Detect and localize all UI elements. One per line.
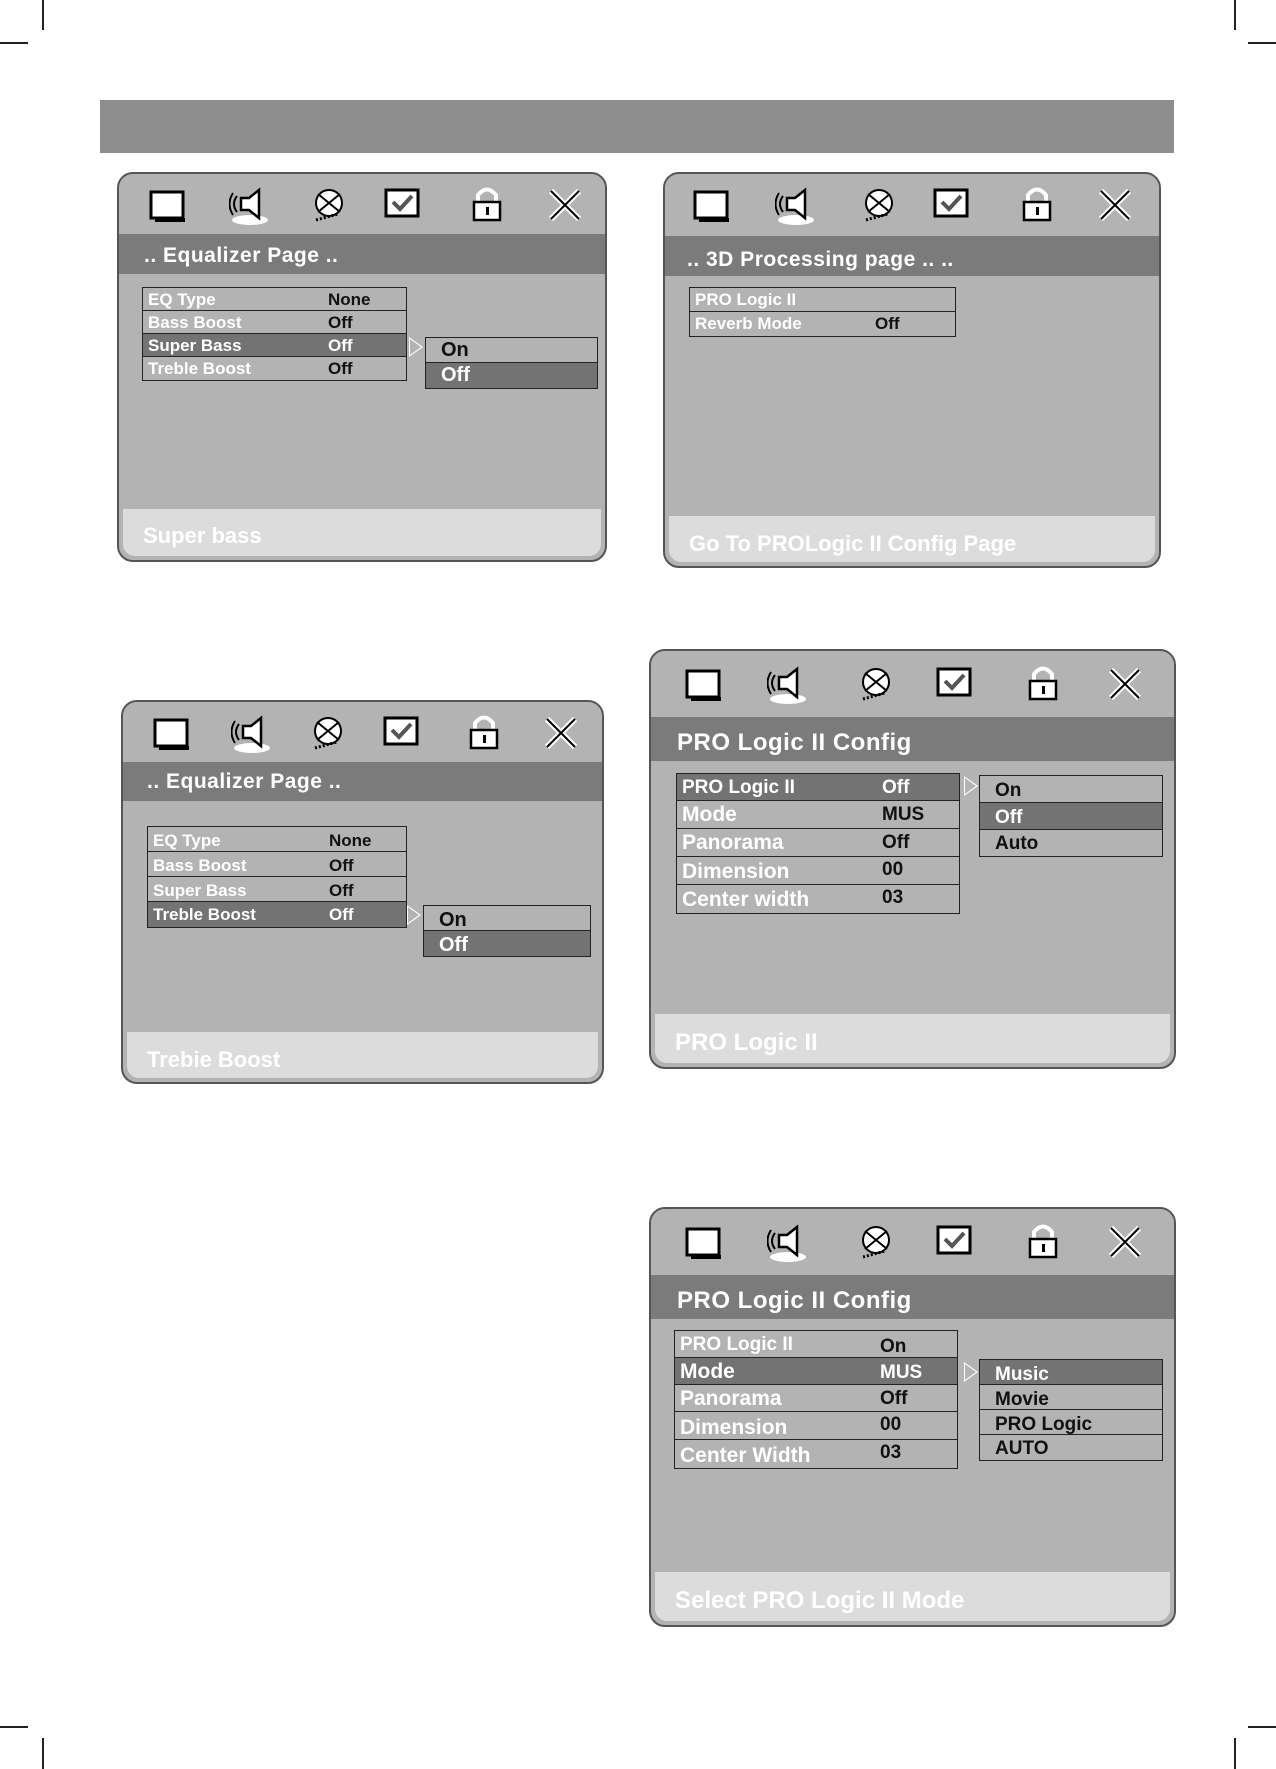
icon-toolbar [651,1209,1174,1273]
menu-row-mode[interactable] [675,1358,957,1385]
row-label: Treble Boost [153,905,256,924]
row-value: Off [328,313,353,332]
lock-icon[interactable] [466,184,508,226]
row-value: Off [328,336,353,355]
menu-row-panorama[interactable] [677,829,959,857]
speaker-icon[interactable] [767,663,809,705]
osd-3d-processing [663,172,1161,568]
menu-row-dimension[interactable] [677,857,959,885]
row-value: Off [875,314,900,333]
submenu-arrow-icon [407,905,421,925]
row-value: Off [329,881,354,900]
crop-mark [0,42,28,44]
speaker-icon[interactable] [231,712,273,754]
crop-mark [0,1726,28,1728]
menu-row-pro-logic-ii[interactable] [690,288,955,312]
checkmark-icon[interactable] [934,1221,976,1263]
status-bar: Go To PROLogic II Config Page [669,516,1155,562]
tv-screen-icon[interactable] [683,663,725,705]
close-icon[interactable] [540,712,582,754]
menu-row-treble-boost[interactable] [148,902,406,927]
menu-row-pro-logic-ii[interactable] [677,774,959,801]
checkmark-icon[interactable] [931,184,973,226]
status-bar: Trebie Boost [127,1032,598,1078]
option-movie[interactable]: Movie [980,1385,1162,1410]
row-value: 00 [880,1414,902,1435]
option-off[interactable]: Off [426,363,597,388]
crop-mark [42,1738,44,1769]
row-value: Off [328,359,353,378]
submenu-arrow-icon [409,337,423,357]
speaker-icon[interactable] [229,184,271,226]
disc-icon[interactable] [308,184,350,226]
row-value: On [880,1336,907,1357]
settings-menu [674,1330,958,1469]
option-submenu [979,775,1163,857]
row-value: None [328,290,371,309]
row-label: PRO Logic II [680,1334,793,1355]
icon-toolbar [651,651,1174,715]
menu-row-bass-boost[interactable] [143,311,406,334]
page-title: PRO Logic II Config [651,1275,1174,1319]
menu-row-pro-logic-ii[interactable] [675,1331,957,1358]
disc-icon[interactable] [855,663,897,705]
lock-icon[interactable] [463,712,505,754]
row-label: Panorama [680,1387,782,1410]
option-on[interactable]: On [426,338,597,363]
status-bar: PRO Logic II [655,1014,1170,1063]
option-off[interactable]: Off [980,803,1162,830]
row-label: Treble Boost [148,359,251,378]
row-value: Off [882,777,910,798]
row-label: PRO Logic II [695,290,797,309]
tv-screen-icon[interactable] [151,712,193,754]
lock-icon[interactable] [1022,1221,1064,1263]
row-value: Off [880,1388,908,1409]
option-submenu [979,1359,1163,1461]
status-bar: Super bass [123,509,601,556]
icon-toolbar [123,702,602,762]
status-bar: Select PRO Logic II Mode [655,1572,1170,1621]
checkmark-icon[interactable] [934,663,976,705]
option-music[interactable]: Music [980,1360,1162,1385]
option-auto[interactable]: Auto [995,833,1039,854]
settings-menu [147,826,407,928]
crop-mark [1248,42,1276,44]
settings-menu [142,287,407,381]
row-value: 00 [882,859,904,880]
crop-mark [42,0,44,30]
option-auto[interactable]: AUTO [995,1438,1049,1459]
row-label: Mode [680,1360,735,1383]
tv-screen-icon[interactable] [691,184,733,226]
row-label: Panorama [682,831,784,854]
row-value: Off [329,905,354,924]
checkmark-icon[interactable] [381,712,423,754]
row-label: Reverb Mode [695,314,802,333]
header-bar [100,100,1174,153]
row-value: MUS [880,1362,923,1383]
row-label: Dimension [680,1416,788,1439]
row-label: Bass Boost [148,313,242,332]
page-title: PRO Logic II Config [651,717,1174,761]
row-label: PRO Logic II [682,777,795,798]
lock-icon[interactable] [1016,184,1058,226]
osd-equalizer-treble-boost [121,700,604,1084]
row-label: Mode [682,803,737,826]
close-icon[interactable] [1104,663,1146,705]
tv-screen-icon[interactable] [147,184,189,226]
page-title: .. Equalizer Page .. [123,762,602,801]
menu-row-treble-boost[interactable] [143,357,406,380]
osd-pro-logic-config [649,649,1176,1069]
crop-mark [1234,1738,1236,1769]
menu-row-panorama[interactable] [675,1385,957,1412]
row-value: 03 [880,1442,902,1463]
row-label: Center width [682,888,810,911]
row-label: EQ Type [148,290,216,309]
option-submenu [425,337,598,389]
row-value: None [329,831,372,850]
option-pro-logic[interactable]: PRO Logic [980,1410,1162,1435]
menu-row-eq-type[interactable] [148,827,406,852]
disc-icon[interactable] [858,184,900,226]
close-icon[interactable] [544,184,586,226]
lock-icon[interactable] [1022,663,1064,705]
page-title: .. 3D Processing page .. .. [665,236,1159,276]
settings-menu [676,773,960,914]
menu-row-eq-type[interactable] [143,288,406,311]
option-on[interactable]: On [424,906,590,931]
menu-row-super-bass[interactable] [143,334,406,357]
menu-row-mode[interactable] [677,801,959,829]
row-value: Off [882,832,910,853]
option-on[interactable]: On [980,776,1162,803]
osd-equalizer-super-bass [117,172,607,562]
icon-toolbar [665,174,1159,234]
row-value: Off [329,856,354,875]
row-label: Super Bass [153,881,247,900]
tv-screen-icon[interactable] [683,1221,725,1263]
menu-row-super-bass[interactable] [148,877,406,902]
disc-icon[interactable] [307,712,349,754]
row-label: Dimension [682,860,790,883]
row-label: EQ Type [153,831,221,850]
close-icon[interactable] [1094,184,1136,226]
page-title: .. Equalizer Page .. [119,234,605,274]
menu-row-dimension[interactable] [675,1412,957,1440]
menu-row-reverb-mode[interactable] [690,312,955,336]
settings-menu [689,287,956,337]
speaker-icon[interactable] [775,184,817,226]
disc-icon[interactable] [855,1221,897,1263]
crop-mark [1248,1726,1276,1728]
checkmark-icon[interactable] [382,184,424,226]
speaker-icon[interactable] [767,1221,809,1263]
row-value: MUS [882,804,925,825]
row-label: Bass Boost [153,856,247,875]
menu-row-center-width[interactable] [675,1440,957,1468]
submenu-arrow-icon [964,1362,978,1382]
close-icon[interactable] [1104,1221,1146,1263]
option-off[interactable]: Off [424,931,590,956]
icon-toolbar [119,174,605,234]
row-value: 03 [882,887,904,908]
option-submenu [423,905,591,957]
submenu-arrow-icon [964,776,978,796]
menu-row-bass-boost[interactable] [148,852,406,877]
row-label: Super Bass [148,336,242,355]
menu-row-center-width[interactable] [677,885,959,913]
osd-pro-logic-mode-select [649,1207,1176,1627]
row-label: Center Width [680,1444,811,1467]
crop-mark [1234,0,1236,30]
